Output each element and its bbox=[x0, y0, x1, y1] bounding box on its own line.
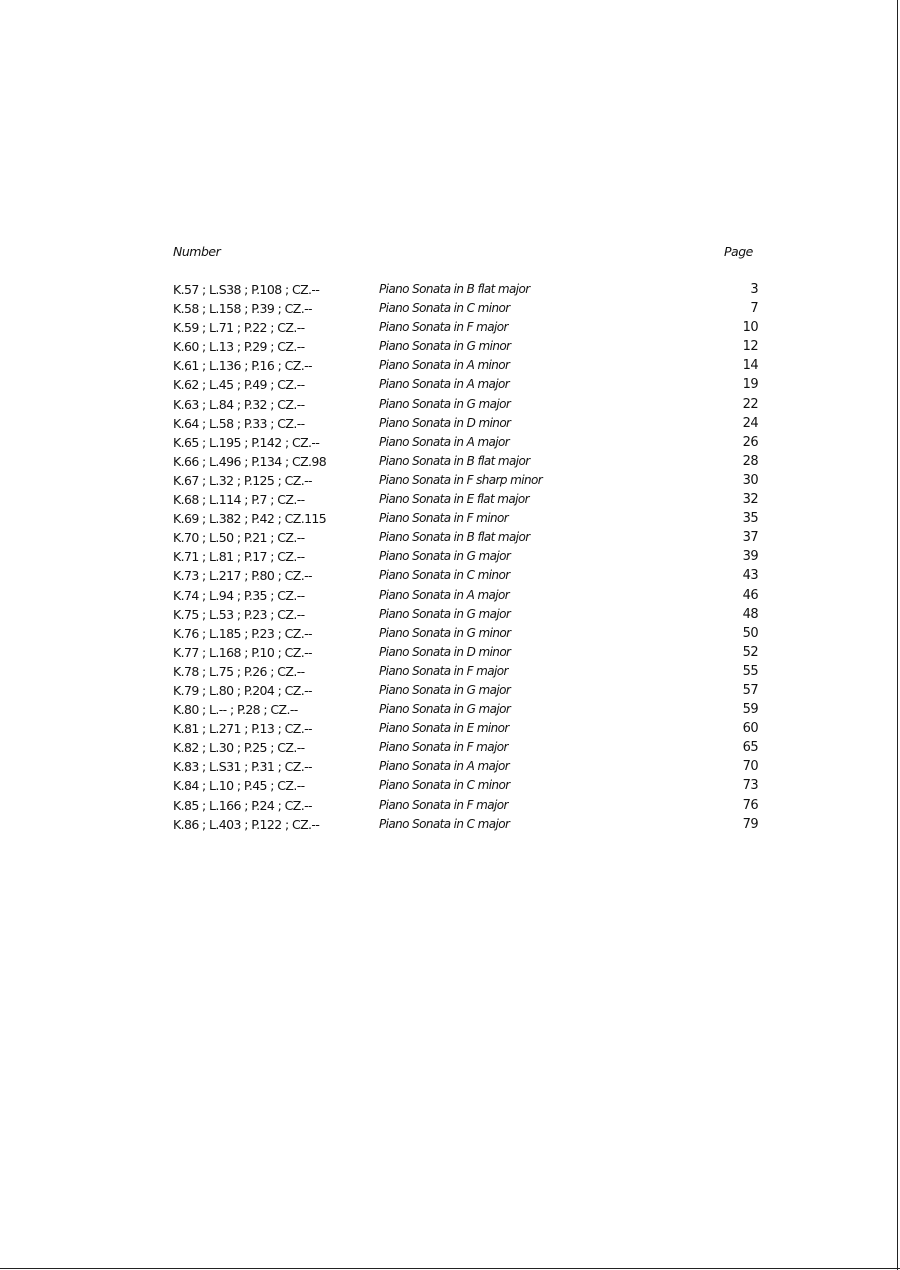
toc-entry-title: Piano Sonata in F major bbox=[379, 663, 508, 678]
toc-row bbox=[173, 397, 763, 416]
toc-entry-number: K.61 ; L.136 ; P.16 ; CZ.-- bbox=[173, 358, 312, 374]
toc-row bbox=[173, 626, 763, 645]
toc-entry-page: 50 bbox=[742, 625, 758, 641]
toc-entry-number: K.79 ; L.80 ; P.204 ; CZ.-- bbox=[173, 682, 312, 698]
toc-entry-number: K.57 ; L.S38 ; P.108 ; CZ.-- bbox=[173, 282, 320, 297]
toc-entry-page: 55 bbox=[742, 663, 758, 679]
toc-entry-title: Piano Sonata in C minor bbox=[379, 568, 510, 583]
toc-entry-number: K.73 ; L.217 ; P.80 ; CZ.-- bbox=[173, 568, 312, 584]
toc-entry-page: 60 bbox=[742, 721, 758, 737]
toc-entry-page: 39 bbox=[742, 549, 758, 565]
toc-entry-number: K.70 ; L.50 ; P.21 ; CZ.-- bbox=[173, 530, 305, 546]
toc-entry-title: Piano Sonata in A major bbox=[379, 587, 510, 602]
toc-entry-title: Piano Sonata in A minor bbox=[379, 358, 510, 373]
toc-entry-title: Piano Sonata in E flat major bbox=[379, 492, 529, 507]
toc-entry-page: 12 bbox=[742, 339, 758, 355]
toc-entry-number: K.84 ; L.10 ; P.45 ; CZ.-- bbox=[173, 778, 305, 794]
toc-row bbox=[173, 683, 763, 702]
toc-entry-page: 14 bbox=[742, 358, 758, 374]
toc-entry-page: 52 bbox=[742, 644, 758, 660]
toc-row bbox=[173, 778, 763, 797]
toc-entry-page: 70 bbox=[742, 759, 758, 775]
column-header-number: Number bbox=[173, 244, 221, 259]
toc-entry-title: Piano Sonata in B flat major bbox=[379, 530, 530, 545]
toc-entry-number: K.64 ; L.58 ; P.33 ; CZ.-- bbox=[173, 415, 305, 431]
page-edge-right bbox=[897, 0, 898, 1270]
page-edge-bottom bbox=[0, 1268, 900, 1269]
toc-row bbox=[173, 492, 763, 511]
toc-entry-page: 28 bbox=[742, 453, 758, 469]
toc-row bbox=[173, 473, 763, 492]
toc-entry-page: 22 bbox=[742, 396, 758, 412]
toc-entry-number: K.80 ; L.-- ; P.28 ; CZ.-- bbox=[173, 702, 298, 718]
toc-entry-page: 65 bbox=[742, 740, 758, 756]
toc-row bbox=[173, 339, 763, 358]
toc-entry-number: K.86 ; L.403 ; P.122 ; CZ.-- bbox=[173, 816, 320, 832]
toc-entry-title: Piano Sonata in C major bbox=[379, 816, 510, 831]
toc-entry-title: Piano Sonata in G major bbox=[379, 396, 511, 411]
toc-entry-page: 76 bbox=[742, 797, 758, 813]
toc-entry-title: Piano Sonata in B flat major bbox=[379, 453, 530, 468]
toc-entry-number: K.83 ; L.S31 ; P.31 ; CZ.-- bbox=[173, 759, 312, 775]
toc-entry-title: Piano Sonata in F sharp minor bbox=[379, 472, 543, 487]
toc-row bbox=[173, 740, 763, 759]
toc-row bbox=[173, 568, 763, 587]
toc-row bbox=[173, 702, 763, 721]
toc-entry-title: Piano Sonata in G major bbox=[379, 682, 511, 697]
toc-entry-title: Piano Sonata in F major bbox=[379, 740, 508, 755]
toc-row bbox=[173, 759, 763, 778]
toc-row bbox=[173, 511, 763, 530]
toc-entry-title: Piano Sonata in D minor bbox=[379, 415, 511, 430]
toc-entry-page: 79 bbox=[742, 816, 758, 832]
toc-row bbox=[173, 588, 763, 607]
toc-row bbox=[173, 721, 763, 740]
toc-entry-page: 57 bbox=[742, 682, 758, 698]
toc-entry-title: Piano Sonata in A major bbox=[379, 759, 510, 774]
toc-row bbox=[173, 607, 763, 626]
toc-entry-number: K.81 ; L.271 ; P.13 ; CZ.-- bbox=[173, 721, 312, 737]
toc-entry-title: Piano Sonata in D minor bbox=[379, 644, 511, 659]
toc-entry-title: Piano Sonata in A major bbox=[379, 377, 510, 392]
toc-entry-number: K.82 ; L.30 ; P.25 ; CZ.-- bbox=[173, 740, 305, 756]
toc-row bbox=[173, 454, 763, 473]
toc-entry-title: Piano Sonata in G major bbox=[379, 702, 511, 717]
toc-entry-page: 46 bbox=[742, 587, 758, 603]
toc-row bbox=[173, 282, 763, 301]
toc-row bbox=[173, 645, 763, 664]
toc-entry-number: K.62 ; L.45 ; P.49 ; CZ.-- bbox=[173, 377, 305, 393]
toc-row bbox=[173, 435, 763, 454]
toc-entry-title: Piano Sonata in B flat major bbox=[379, 282, 530, 296]
toc-entry-title: Piano Sonata in A major bbox=[379, 434, 510, 449]
toc-entry-number: K.67 ; L.32 ; P.125 ; CZ.-- bbox=[173, 472, 312, 488]
toc-entry-title: Piano Sonata in C minor bbox=[379, 778, 510, 793]
toc-row bbox=[173, 377, 763, 396]
toc-row bbox=[173, 664, 763, 683]
toc-entry-title: Piano Sonata in G minor bbox=[379, 339, 511, 354]
toc-entry-page: 26 bbox=[742, 434, 758, 450]
toc-entry-page: 7 bbox=[750, 301, 758, 317]
toc-row bbox=[173, 301, 763, 320]
toc-entry-page: 59 bbox=[742, 702, 758, 718]
toc-entry-title: Piano Sonata in C minor bbox=[379, 301, 510, 316]
toc-entry-number: K.69 ; L.382 ; P.42 ; CZ.115 bbox=[173, 511, 327, 527]
toc-entry-page: 3 bbox=[750, 282, 758, 297]
toc-entry-number: K.68 ; L.114 ; P.7 ; CZ.-- bbox=[173, 492, 305, 508]
toc-row bbox=[173, 530, 763, 549]
toc-entry-page: 24 bbox=[742, 415, 758, 431]
toc-entry-page: 30 bbox=[742, 472, 758, 488]
toc-row bbox=[173, 798, 763, 817]
toc-row bbox=[173, 358, 763, 377]
toc-entry-title: Piano Sonata in F major bbox=[379, 320, 508, 335]
toc-entry-page: 37 bbox=[742, 530, 758, 546]
toc-entry-number: K.71 ; L.81 ; P.17 ; CZ.-- bbox=[173, 549, 305, 565]
toc-row bbox=[173, 817, 763, 836]
toc-entry-page: 48 bbox=[742, 606, 758, 622]
toc-entry-number: K.63 ; L.84 ; P.32 ; CZ.-- bbox=[173, 396, 305, 412]
toc-entry-title: Piano Sonata in F major bbox=[379, 797, 508, 812]
table-of-contents bbox=[173, 282, 763, 836]
toc-entry-page: 43 bbox=[742, 568, 758, 584]
toc-entry-number: K.75 ; L.53 ; P.23 ; CZ.-- bbox=[173, 606, 305, 622]
toc-row bbox=[173, 320, 763, 339]
toc-entry-page: 19 bbox=[742, 377, 758, 393]
toc-entry-number: K.74 ; L.94 ; P.35 ; CZ.-- bbox=[173, 587, 305, 603]
toc-entry-title: Piano Sonata in F minor bbox=[379, 511, 509, 526]
toc-entry-number: K.78 ; L.75 ; P.26 ; CZ.-- bbox=[173, 663, 305, 679]
toc-entry-title: Piano Sonata in E minor bbox=[379, 721, 509, 736]
toc-entry-title: Piano Sonata in G major bbox=[379, 606, 511, 621]
toc-entry-page: 10 bbox=[742, 320, 758, 336]
toc-row bbox=[173, 549, 763, 568]
toc-entry-number: K.76 ; L.185 ; P.23 ; CZ.-- bbox=[173, 625, 312, 641]
toc-entry-page: 32 bbox=[742, 492, 758, 508]
toc-entry-number: K.59 ; L.71 ; P.22 ; CZ.-- bbox=[173, 320, 305, 336]
toc-entry-page: 35 bbox=[742, 511, 758, 527]
toc-row bbox=[173, 416, 763, 435]
toc-entry-page: 73 bbox=[742, 778, 758, 794]
toc-entry-number: K.77 ; L.168 ; P.10 ; CZ.-- bbox=[173, 644, 312, 660]
toc-entry-title: Piano Sonata in G minor bbox=[379, 625, 511, 640]
column-header-page: Page bbox=[724, 244, 753, 259]
toc-entry-number: K.58 ; L.158 ; P.39 ; CZ.-- bbox=[173, 301, 312, 317]
toc-entry-title: Piano Sonata in G major bbox=[379, 549, 511, 564]
toc-entry-number: K.60 ; L.13 ; P.29 ; CZ.-- bbox=[173, 339, 305, 355]
toc-entry-number: K.66 ; L.496 ; P.134 ; CZ.98 bbox=[173, 453, 327, 469]
toc-entry-number: K.85 ; L.166 ; P.24 ; CZ.-- bbox=[173, 797, 312, 813]
toc-entry-number: K.65 ; L.195 ; P.142 ; CZ.-- bbox=[173, 434, 320, 450]
